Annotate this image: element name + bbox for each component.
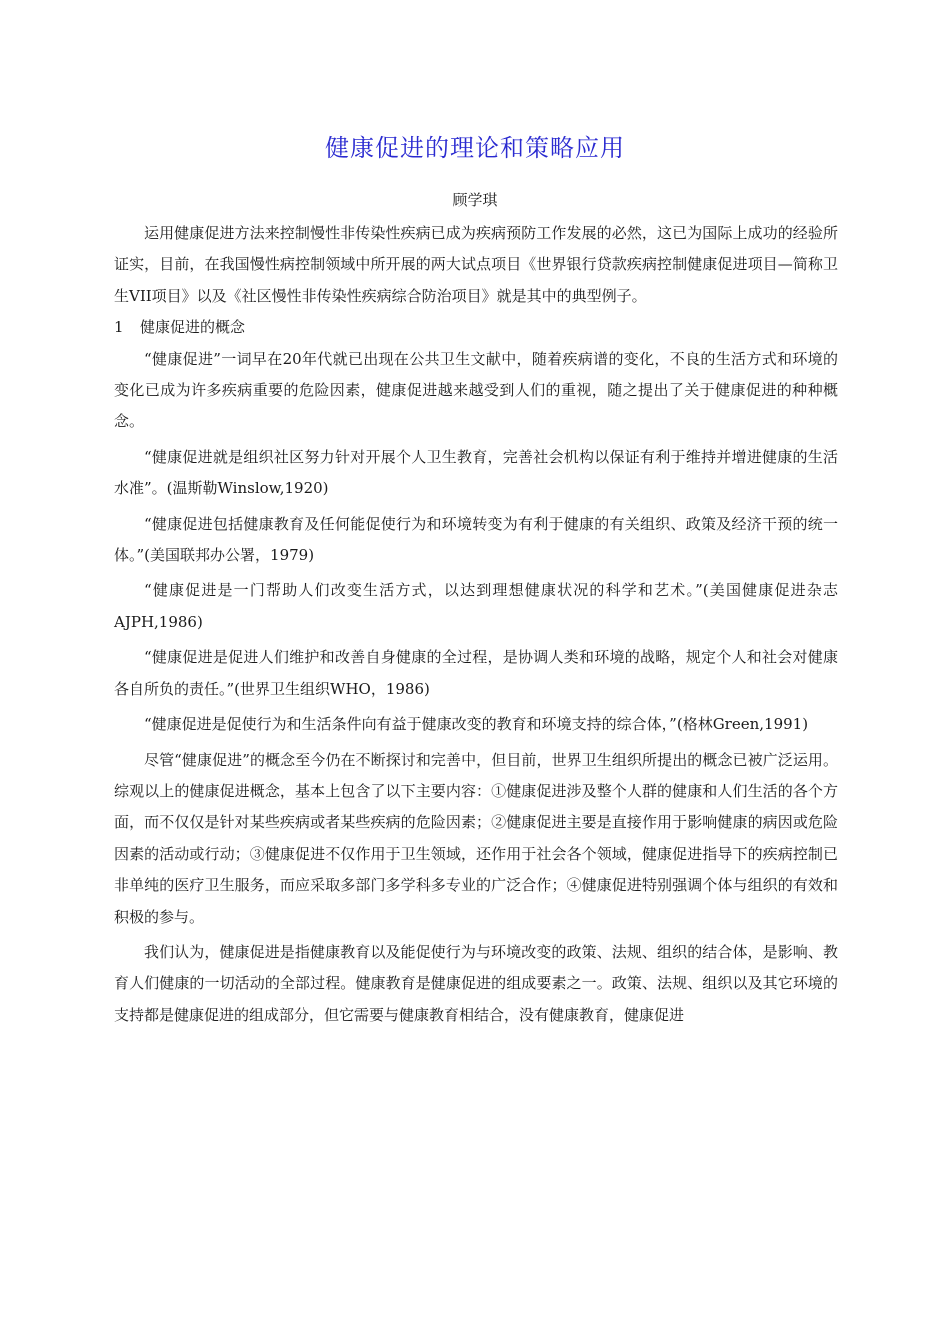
body-paragraph: 尽管“健康促进”的概念至今仍在不断探讨和完善中，但目前，世界卫生组织所提出的概念已被广泛运用。综观以上的健康促进概念，基本上包含了以下主要内容：①健康促进涉及整个人群的健康和人们生活的各个方面，而不仅仅是针对某些疾病或者某些疾病的危险因素；②健康促进主要是直接作用于影响健康的病因或危险因素的活动或行动；③健康促进不仅作用于卫生领域，还作用于社会各个领域，健康促进指导下的疾病控制已非单纯的医疗卫生服务，而应采取多部门多学科多专业的广泛合作；④健康促进特别强调个体与组织的有效和积极的参与。 — [114, 750, 838, 926]
intro-paragraph: 运用健康促进方法来控制慢性非传染性疾病已成为疾病预防工作发展的必然，这已为国际上成功的经验所证实，目前，在我国慢性病控制领域中所开展的两大试点项目《世界银行贷款疾病控制健康促进项目—简称卫生VII项目》以及《社区慢性非传染性疾病综合防治项目》就是其中的典型例子。 — [114, 224, 838, 305]
document-body — [114, 218, 838, 1031]
document-title: 健康促进的理论和策略应用 — [325, 134, 625, 162]
definition-quote: “健康促进是一门帮助人们改变生活方式，以达到理想健康状况的科学和艺术。”(美国健康促进杂志AJPH,1986) — [114, 581, 838, 631]
section-title: 健康促进的概念 — [140, 318, 246, 337]
section-heading — [114, 312, 838, 343]
definition-quote: “健康促进是促使行为和生活条件向有益于健康改变的教育和环境支持的综合体，”(格林Green,1991) — [144, 715, 809, 734]
body-paragraph: 我们认为，健康促进是指健康教育以及能促使行为与环境改变的政策、法规、组织的结合体，是影响、教育人们健康的一切活动的全部过程。健康教育是健康促进的组成要素之一。政策、法规、组织以及其它环境的支持都是健康促进的组成部分，但它需要与健康教育相结合，没有健康教育，健康促进 — [114, 942, 838, 1024]
definition-quote: “健康促进是促进人们维护和改善自身健康的全过程，是协调人类和环境的战略，规定个人和社会对健康各自所负的责任。”(世界卫生组织WHO，1986) — [114, 648, 838, 698]
section-number: 1 — [114, 318, 124, 337]
definition-quote: “健康促进包括健康教育及任何能促使行为和环境转变为有利于健康的有关组织、政策及经济干预的统一体。”(美国联邦办公署，1979) — [114, 514, 838, 565]
definition-quote: “健康促进就是组织社区努力针对开展个人卫生教育，完善社会机构以保证有利于维持并增进健康的生活水准”。(温斯勒Winslow,1920) — [114, 447, 838, 498]
document-author: 顾学琪 — [452, 191, 498, 209]
body-paragraph: “健康促进”一词早在20年代就已出现在公共卫生文献中，随着疾病谱的变化，不良的生活方式和环境的变化已成为许多疾病重要的危险因素，健康促进越来越受到人们的重视，随之提出了关于健康促进的种种概念。 — [114, 349, 838, 431]
